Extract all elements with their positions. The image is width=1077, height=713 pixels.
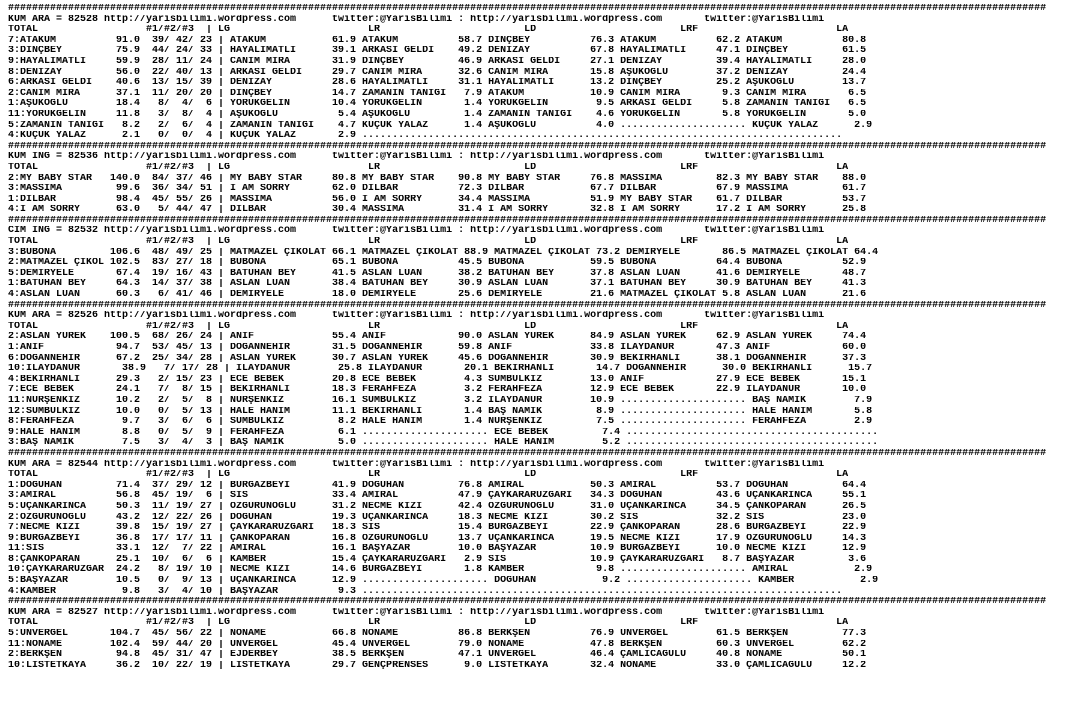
horse-row-line: 9:BURGAZBEYİ 36.8 17/ 17/ 11 | ÇANKOPARAN 16.8 ÖZGÜRÜNOĞLU 13.7 UÇANKARINCA 19.5 NECME KIZI 17.9 ÖZGÜRÜNOĞLU 14.3 — [8, 533, 867, 544]
horse-row-line: 11:NURŞENKIZ 10.2 2/ 5/ 8 | NURŞENKIZ 16.1 SÜMBÜLKIZ 3.2 İLAYDANUR 10.9 ..................... BAŞ NAMIK 7.9 — [8, 395, 873, 406]
horse-row-line: 4:ASLAN LUAN 60.3 6/ 41/ 46 | DEMİRYELE 18.0 DEMİRYELE 25.6 DEMİRYELE 21.6 MATMAZEL ÇİKOLAT 5.8 ASLAN LUAN 21.6 — [8, 290, 867, 301]
race-header-line: KUM ARA = 82526 http://yarisbilimi.wordpress.com twitter:@YarisBilimi : http://yarisbilimi.wordpress.com twitter:@YarisBilimi — [8, 311, 825, 322]
horse-row-line: 2:MATMAZEL ÇİKOL 102.5 83/ 27/ 18 | BUBONA 65.1 BUBONA 45.5 BUBONA 59.5 BUBONA 64.4 BUBONA 52.9 — [8, 258, 867, 269]
race-report-text — [8, 4, 1046, 671]
separator-line: ############################################################################################################################################################################# — [8, 300, 1047, 311]
horse-row-line: 10:İLAYDANUR 38.9 7/ 17/ 28 | İLAYDANUR 25.8 İLAYDANUR 20.1 BEKİRHANLI 14.7 DOĞANNEHİR 30.0 BEKİRHANLI 15.7 — [8, 364, 873, 375]
separator-line: ############################################################################################################################################################################# — [8, 448, 1047, 459]
horse-row-line: 1:DOĞUHAN 71.4 37/ 29/ 12 | BURGAZBEYİ 41.9 DOĞUHAN 76.8 AMİRAL 50.3 AMİRAL 53.7 DOĞUHAN 64.4 — [8, 480, 867, 491]
horse-row-line: 2:BERKŞEN 94.8 45/ 31/ 47 | EJDERBEY 38.5 BERKŞEN 47.1 ÜNVERGEL 46.4 ÇAMLICAGÜLÜ 40.8 NONAME 50.1 — [8, 650, 867, 661]
horse-row-line: 4:BEKİRHANLI 29.3 2/ 15/ 23 | ECE BEBEK 20.8 ECE BEBEK 4.3 SÜMBÜLKIZ 13.0 ANİF 27.9 ECE BEBEK 15.1 — [8, 374, 867, 385]
race-header-line: KUM ARA = 82544 http://yarisbilimi.wordpress.com twitter:@YarisBilimi : http://yarisbilimi.wordpress.com twitter:@YarisBilimi — [8, 459, 825, 470]
horse-row-line: 9:HAYALİMATLI 59.9 28/ 11/ 24 | CANIM MİRA 31.9 DİNÇBEY 46.9 ARKASI GELDİ 27.1 DENİZAY 39.4 HAYALİMATLI 28.0 — [8, 56, 867, 67]
horse-row-line: 4:KÜÇÜK YALAZ 2.1 0/ 0/ 4 | KÜÇÜK YALAZ 2.9 ................................................................................ — [8, 131, 843, 142]
horse-row-line: 11:NONAME 102.4 59/ 44/ 20 | ÜNVERGEL 45.4 ÜNVERGEL 79.0 NONAME 47.8 BERKŞEN 60.3 ÜNVERGEL 62.2 — [8, 639, 867, 650]
horse-row-line: 8:ÇANKOPARAN 25.1 10/ 6/ 6 | KAMBER 15.4 ÇAYKARARÜZGARI 2.9 SİS 10.9 ÇAYKARARÜZGARI 8.7 BAŞYAZAR 3.6 — [8, 554, 867, 565]
horse-row-line: 2:CANIM MİRA 37.1 11/ 20/ 20 | DİNÇBEY 14.7 ZAMANIN TANIĞI 7.9 ATAKUM 10.9 CANIM MİRA 9.3 CANIM MİRA 6.5 — [8, 88, 867, 99]
column-header-line: TOTAL #1/#2/#3 | LG LR LD LRF LA — [8, 162, 849, 173]
horse-row-line: 8:DENİZAY 56.0 22/ 40/ 13 | ARKASI GELDİ 29.7 CANIM MİRA 32.6 CANIM MİRA 15.8 AŞUKOĞLU 37.2 DENİZAY 24.4 — [8, 67, 867, 78]
horse-row-line: 3:MASSIMA 99.6 36/ 34/ 51 | I AM SORRY 62.0 DİLBAR 72.3 DİLBAR 67.7 DİLBAR 67.9 MASSIMA 61.7 — [8, 184, 867, 195]
horse-row-line: 4:KAMBER 9.8 3/ 4/ 10 | BAŞYAZAR 9.3 ................................................................................ — [8, 586, 843, 597]
horse-row-line: 6:ARKASI GELDİ 40.6 13/ 15/ 39 | DENİZAY 28.6 HAYALİMATLI 31.1 HAYALİMATLI 13.2 DİNÇBEY 25.2 AŞUKOĞLU 13.7 — [8, 78, 867, 89]
separator-line: ############################################################################################################################################################################# — [8, 215, 1047, 226]
separator-line: ############################################################################################################################################################################# — [8, 141, 1047, 152]
column-header-line: TOTAL #1/#2/#3 | LG LR LD LRF LA — [8, 321, 849, 332]
horse-row-line: 5:ÜNVERGEL 104.7 45/ 56/ 22 | NONAME 66.8 NONAME 86.8 BERKŞEN 76.9 ÜNVERGEL 61.5 BERKŞEN 77.3 — [8, 629, 867, 640]
horse-row-line: 10:ÇAYKARARÜZGAR 24.2 8/ 19/ 10 | NECME KIZI 14.6 BURGAZBEYİ 1.8 KAMBER 9.8 ..................... AMİRAL 2.9 — [8, 565, 873, 576]
column-header-line: TOTAL #1/#2/#3 | LG LR LD LRF LA — [8, 470, 849, 481]
horse-row-line: 12:SÜMBÜLKIZ 10.0 0/ 5/ 13 | HALE HANIM 11.1 BEKİRHANLI 1.4 BAŞ NAMIK 8.9 ..................... HALE HANIM 5.8 — [8, 406, 873, 417]
horse-row-line: 7:ECE BEBEK 24.1 7/ 8/ 15 | BEKİRHANLI 18.3 FERAHFEZA 3.2 FERAHFEZA 12.9 ECE BEBEK 22.9 İLAYDANUR 10.0 — [8, 385, 867, 396]
horse-row-line: 1:DİLBAR 98.4 45/ 55/ 26 | MASSIMA 56.0 I AM SORRY 34.4 MASSIMA 51.9 MY BABY STAR 61.7 DİLBAR 53.7 — [8, 194, 867, 205]
horse-row-line: 5:ZAMANIN TANIĞI 8.2 2/ 6/ 4 | ZAMANIN TANIĞI 4.7 KÜÇÜK YALAZ 1.4 AŞUKOĞLU 4.0 ..................... KÜÇÜK YALAZ 2.9 — [8, 120, 873, 131]
race-header-line: KUM ARA = 82528 http://yarisbilimi.wordpress.com twitter:@YarisBilimi : http://yarisbilimi.wordpress.com twitter:@YarisBilimi — [8, 14, 825, 25]
horse-row-line: 1:AŞUKOĞLU 18.4 8/ 4/ 6 | YÖRÜKGELİN 10.4 YÖRÜKGELİN 1.4 YÖRÜKGELİN 9.5 ARKASI GELDİ 5.8 ZAMANIN TANIĞI 6.5 — [8, 99, 867, 110]
horse-row-line: 2:MY BABY STAR 140.0 84/ 37/ 46 | MY BABY STAR 80.8 MY BABY STAR 90.8 MY BABY STAR 76.8 MASSIMA 82.3 MY BABY STAR 88.0 — [8, 173, 867, 184]
column-header-line: TOTAL #1/#2/#3 | LG LR LD LRF LA — [8, 25, 849, 36]
horse-row-line: 6:DOĞANNEHİR 67.2 25/ 34/ 28 | ASLAN YÜREK 30.7 ASLAN YÜREK 45.6 DOĞANNEHİR 30.9 BEKİRHANLI 38.1 DOĞANNEHİR 37.3 — [8, 353, 867, 364]
horse-row-line: 7:ATAKUM 91.0 39/ 42/ 23 | ATAKUM 61.9 ATAKUM 58.7 DİNÇBEY 76.3 ATAKUM 62.2 ATAKUM 80.8 — [8, 35, 867, 46]
race-header-line: CIM ING = 82532 http://yarisbilimi.wordpress.com twitter:@YarisBilimi : http://yarisbilimi.wordpress.com twitter:@YarisBilimi — [8, 226, 825, 237]
separator-line: ############################################################################################################################################################################# — [8, 597, 1047, 608]
column-header-line: TOTAL #1/#2/#3 | LG LR LD LRF LA — [8, 618, 849, 629]
race-header-line: KUM ARA = 82527 http://yarisbilimi.wordpress.com twitter:@YarisBilimi : http://yarisbilimi.wordpress.com twitter:@YarisBilimi — [8, 607, 825, 618]
horse-row-line: 2:ÖZGÜRÜNOĞLU 43.2 12/ 22/ 26 | DOĞUHAN 19.3 UÇANKARINCA 18.3 NECME KIZI 30.2 SİS 32.2 SİS 23.0 — [8, 512, 867, 523]
horse-row-line: 3:DİNÇBEY 75.9 44/ 24/ 33 | HAYALİMATLI 39.1 ARKASI GELDİ 49.2 DENİZAY 67.8 HAYALİMATLI 47.1 DİNÇBEY 61.5 — [8, 46, 867, 57]
horse-row-line: 5:BAŞYAZAR 10.5 0/ 9/ 13 | UÇANKARINCA 12.9 ..................... DOĞUHAN 9.2 ..................... KAMBER 2.9 — [8, 576, 879, 587]
horse-row-line: 11:YÖRÜKGELİN 11.8 3/ 8/ 4 | AŞUKOĞLU 5.4 AŞUKOĞLU 1.4 ZAMANIN TANIĞI 4.6 YÖRÜKGELİN 5.8 YÖRÜKGELİN 5.0 — [8, 109, 867, 120]
horse-row-line: 1:ANİF 94.7 53/ 45/ 13 | DOĞANNEHİR 31.5 DOĞANNEHİR 59.8 ANİF 33.8 İLAYDANUR 47.3 ANİF 60.0 — [8, 343, 867, 353]
horse-row-line: 3:BAŞ NAMIK 7.5 3/ 4/ 3 | BAŞ NAMIK 5.0 ..................... HALE HANIM 5.2 .......................................... — [8, 438, 879, 449]
race-header-line: KUM ING = 82536 http://yarisbilimi.wordpress.com twitter:@YarisBilimi : http://yarisbilimi.wordpress.com twitter:@YarisBilimi — [8, 152, 825, 163]
horse-row-line: 7:NECME KIZI 39.8 15/ 19/ 27 | ÇAYKARARÜZGARI 18.3 SİS 15.4 BURGAZBEYİ 22.9 ÇANKOPARAN 28.6 BURGAZBEYİ 22.9 — [8, 523, 867, 534]
horse-row-line: 8:FERAHFEZA 9.7 3/ 6/ 6 | SÜMBÜLKIZ 8.2 HALE HANIM 1.4 NURŞENKIZ 7.5 ..................... FERAHFEZA 2.9 — [8, 417, 873, 428]
horse-row-line: 1:BATUHAN BEY 64.3 14/ 37/ 38 | ASLAN LUAN 38.4 BATUHAN BEY 30.9 ASLAN LUAN 37.1 BATUHAN BEY 30.9 BATUHAN BEY 41.3 — [8, 279, 867, 290]
horse-row-line: 11:SİS 33.1 12/ 7/ 22 | AMİRAL 16.1 BAŞYAZAR 10.0 BAŞYAZAR 10.9 BURGAZBEYİ 10.0 NECME KIZI 12.9 — [8, 544, 867, 555]
horse-row-line: 5:DEMİRYELE 67.4 19/ 16/ 43 | BATUHAN BEY 41.5 ASLAN LUAN 38.2 BATUHAN BEY 37.8 ASLAN LUAN 41.6 DEMİRYELE 48.7 — [8, 268, 867, 279]
separator-line: ############################################################################################################################################################################# — [8, 4, 1047, 14]
horse-row-line: 4:I AM SORRY 63.0 5/ 44/ 47 | DİLBAR 30.4 MASSIMA 31.4 I AM SORRY 32.8 I AM SORRY 17.2 I AM SORRY 25.8 — [8, 205, 867, 216]
column-header-line: TOTAL #1/#2/#3 | LG LR LD LRF LA — [8, 237, 849, 248]
horse-row-line: 9:HALE HANIM 8.8 0/ 5/ 9 | FERAHFEZA 6.1 ..................... ECE BEBEK 7.4 .......................................... — [8, 427, 879, 438]
horse-row-line: 5:UÇANKARINCA 50.3 11/ 19/ 27 | ÖZGÜRÜNOĞLU 31.2 NECME KIZI 42.4 ÖZGÜRÜNOĞLU 31.0 UÇANKARINCA 34.5 ÇANKOPARAN 26.5 — [8, 501, 867, 512]
horse-row-line: 3:BUBONA 106.6 48/ 49/ 25 | MATMAZEL ÇİKOLAT 66.1 MATMAZEL ÇİKOLAT 88.9 MATMAZEL ÇİKOLAT 73.2 DEMİRYELE 86.5 MATMAZEL ÇİKOLAT 64.4 — [8, 247, 879, 258]
horse-row-line: 3:AMİRAL 56.8 45/ 19/ 6 | SİS 33.4 AMİRAL 47.9 ÇAYKARARÜZGARI 34.3 DOĞUHAN 43.6 UÇANKARINCA 55.1 — [8, 491, 867, 502]
horse-row-line: 10:LİSTETKAYA 36.2 10/ 22/ 19 | LİSTETKAYA 29.7 GENÇPRENSES 9.0 LİSTETKAYA 32.4 NONAME 33.0 ÇAMLICAGÜLÜ 12.2 — [8, 660, 867, 671]
horse-row-line: 2:ASLAN YÜREK 100.5 68/ 26/ 24 | ANİF 55.4 ANİF 90.0 ASLAN YÜREK 84.9 ASLAN YÜREK 62.9 ASLAN YÜREK 74.4 — [8, 332, 867, 343]
